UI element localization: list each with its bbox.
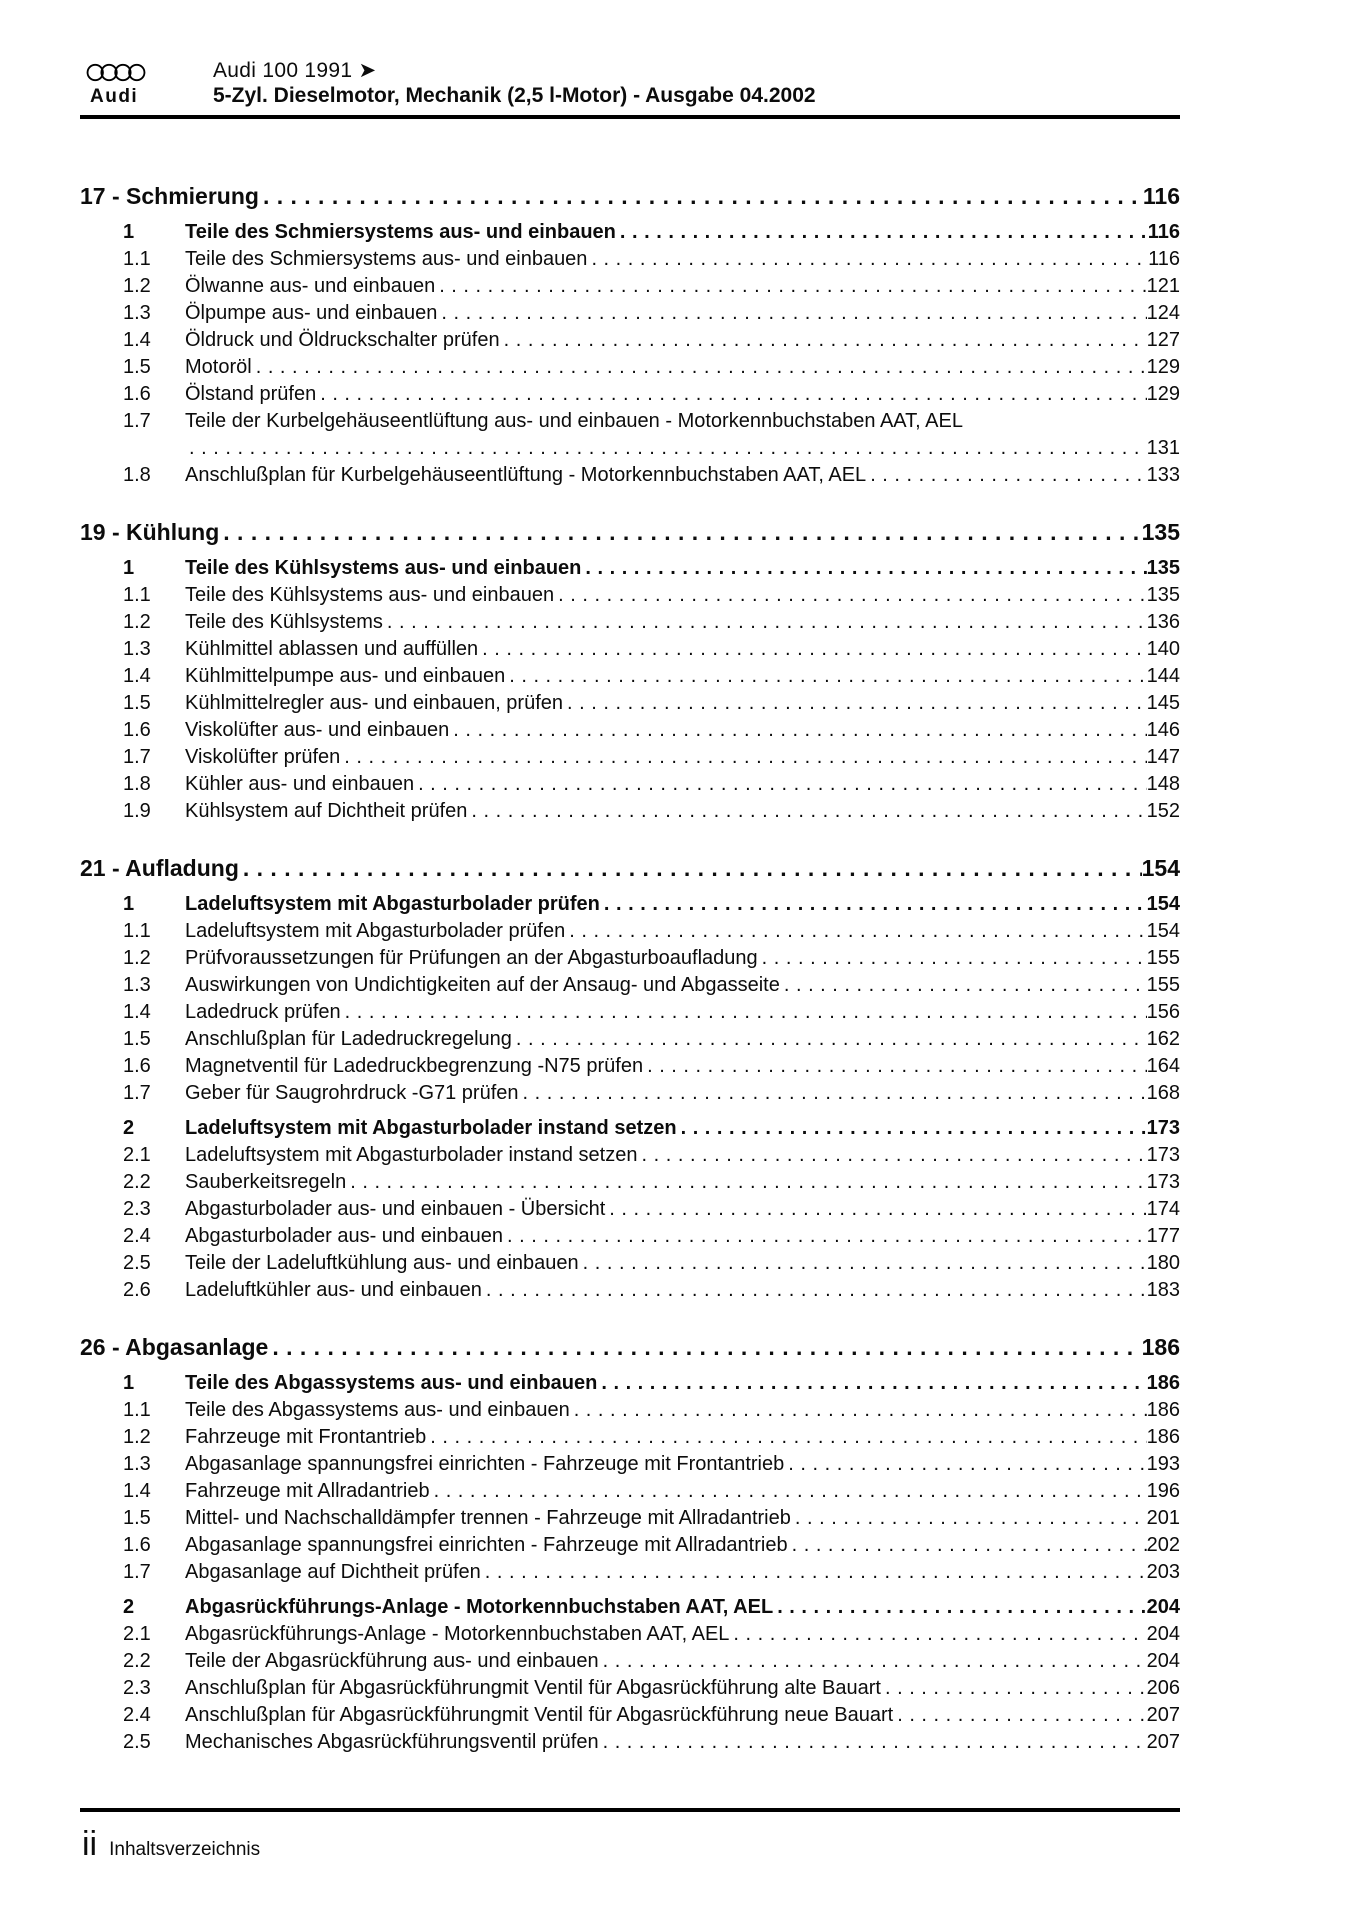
- leader-dots: [346, 1169, 1146, 1196]
- entry-title: Teile der Kurbelgehäuseentlüftung aus- und einbauen - Motorkennbuchstaben AAT, AEL: [185, 410, 963, 432]
- entry-number: 2.1: [123, 1623, 151, 1645]
- leader-dots: [252, 354, 1147, 381]
- toc-entry: [80, 1277, 1180, 1304]
- toc-section: [80, 853, 1180, 1304]
- entry-number: 1.2: [123, 1426, 151, 1448]
- entry-page-number: 129: [1146, 383, 1180, 405]
- toc-section: [80, 181, 1180, 489]
- entry-number: 2: [123, 1117, 135, 1139]
- entry-number: 2.5: [123, 1731, 151, 1753]
- section-title: 17 - Schmierung: [80, 183, 259, 209]
- entry-number: 1.3: [123, 974, 151, 996]
- toc-section-header: [80, 853, 1180, 883]
- entry-title: Auswirkungen von Undichtigkeiten auf der Ansaug- und Abgasseite: [185, 974, 780, 996]
- entry-page-number: 131: [1146, 437, 1180, 459]
- entry-number: 1.7: [123, 746, 151, 768]
- entry-page-number: 173: [1146, 1117, 1180, 1139]
- entry-number: 2.1: [123, 1144, 151, 1166]
- entry-page-number: 164: [1146, 1055, 1180, 1077]
- toc-entry: [80, 609, 1180, 636]
- entry-page-number: 135: [1146, 584, 1180, 606]
- entry-number: 1.1: [123, 584, 151, 606]
- entry-number: 1.2: [123, 611, 151, 633]
- toc-entry: [80, 300, 1180, 327]
- entry-page-number: 148: [1146, 773, 1180, 795]
- entry-title: Fahrzeuge mit Allradantrieb: [185, 1480, 430, 1502]
- leader-dots: [599, 1729, 1147, 1756]
- toc-entry: [80, 1142, 1180, 1169]
- entry-number: 1: [123, 893, 135, 915]
- leader-dots: [784, 1451, 1146, 1478]
- entry-title: Anschlußplan für Abgasrückführungmit Ventil für Abgasrückführung alte Bauart: [185, 1677, 881, 1699]
- entry-title: Abgasanlage spannungsfrei einrichten - Fahrzeuge mit Allradantrieb: [185, 1534, 788, 1556]
- entry-number: 1.6: [123, 1534, 151, 1556]
- leader-dots: [449, 717, 1146, 744]
- entry-title: Anschlußplan für Kurbelgehäuseentlüftung - Motorkennbuchstaben AAT, AEL: [185, 464, 867, 486]
- toc-entry: [80, 1621, 1180, 1648]
- entry-title: Kühlsystem auf Dichtheit prüfen: [185, 800, 468, 822]
- entry-page-number: 183: [1146, 1279, 1180, 1301]
- entry-number: 2.6: [123, 1279, 151, 1301]
- toc-entry: [80, 918, 1180, 945]
- entry-page-number: 201: [1146, 1507, 1180, 1529]
- entry-page-number: 186: [1146, 1399, 1180, 1421]
- entry-page-number: 129: [1146, 356, 1180, 378]
- toc-entry: [80, 1451, 1180, 1478]
- leader-dots: [579, 1250, 1147, 1277]
- toc-entry: [80, 1424, 1180, 1451]
- entry-page-number: 124: [1146, 302, 1180, 324]
- toc-entry: [80, 219, 1180, 246]
- entry-page-number: 204: [1146, 1650, 1180, 1672]
- toc-section-header: [80, 517, 1180, 547]
- entry-title: Abgasrückführungs-Anlage - Motorkennbuchstaben AAT, AEL: [185, 1596, 774, 1618]
- leader-dots: [597, 1370, 1146, 1397]
- toc-entry: [80, 1532, 1180, 1559]
- entry-title: Mechanisches Abgasrückführungsventil prüfen: [185, 1731, 599, 1753]
- toc-entry: [80, 1594, 1180, 1621]
- leader-dots: [780, 972, 1147, 999]
- entry-title: Viskolüfter aus- und einbauen: [185, 719, 450, 741]
- entry-title: Teile des Abgassystems aus- und einbauen: [185, 1372, 598, 1394]
- entry-page-number: 207: [1146, 1704, 1180, 1726]
- entry-page-number: 147: [1146, 746, 1180, 768]
- entry-page-number: 204: [1146, 1596, 1180, 1618]
- toc-entry: [80, 1702, 1180, 1729]
- entry-title: Abgasturbolader aus- und einbauen: [185, 1225, 504, 1247]
- entry-page-number: 177: [1146, 1225, 1180, 1247]
- entry-number: 1.8: [123, 773, 151, 795]
- leader-dots: [268, 1332, 1141, 1362]
- leader-dots: [512, 1026, 1147, 1053]
- leader-dots: [570, 1397, 1147, 1424]
- page-number: ii: [82, 1825, 98, 1863]
- toc: [80, 119, 1180, 1756]
- section-title: 26 - Abgasanlage: [80, 1334, 269, 1360]
- section-page-number: 154: [1141, 855, 1180, 881]
- leader-dots: [791, 1505, 1147, 1532]
- entry-title: Sauberkeitsregeln: [185, 1171, 347, 1193]
- entry-title: Teile des Kühlsystems aus- und einbauen: [185, 557, 582, 579]
- leader-dots: [519, 1080, 1147, 1107]
- leader-dots: [893, 1702, 1146, 1729]
- footer-label: Inhaltsverzeichnis: [109, 1839, 261, 1860]
- toc-entry: [80, 246, 1180, 273]
- leader-dots: [414, 771, 1147, 798]
- entry-title: Motoröl: [185, 356, 252, 378]
- entry-title: Ladedruck prüfen: [185, 1001, 341, 1023]
- toc-entry: [80, 1169, 1180, 1196]
- entry-page-number: 207: [1146, 1731, 1180, 1753]
- entry-number: 1.5: [123, 692, 151, 714]
- audi-wordmark-icon: Audi: [90, 86, 139, 107]
- entry-page-number: 206: [1146, 1677, 1180, 1699]
- entry-number: 1: [123, 557, 135, 579]
- leader-dots: [478, 636, 1146, 663]
- toc-entry: [80, 408, 1180, 462]
- entry-title: Teile der Ladeluftkühlung aus- und einbauen: [185, 1252, 579, 1274]
- section-page-number: 135: [1141, 519, 1180, 545]
- section-title: 21 - Aufladung: [80, 855, 239, 881]
- entry-number: 1.3: [123, 1453, 151, 1475]
- toc-entry: [80, 972, 1180, 999]
- entry-page-number: 121: [1146, 275, 1180, 297]
- leader-dots: [587, 246, 1148, 273]
- entry-page-number: 173: [1146, 1171, 1180, 1193]
- leader-dots: [581, 555, 1146, 582]
- toc-entry: [80, 273, 1180, 300]
- leader-dots: [616, 219, 1148, 246]
- leader-dots: [605, 1196, 1146, 1223]
- entry-leader-line: [185, 435, 1180, 462]
- entry-number: 1.5: [123, 1028, 151, 1050]
- toc-entry: [80, 744, 1180, 771]
- leader-dots: [340, 744, 1146, 771]
- entry-number: 1.3: [123, 302, 151, 324]
- toc-entry: [80, 1729, 1180, 1756]
- entry-number: 1.9: [123, 800, 151, 822]
- toc-entry: [80, 462, 1180, 489]
- entry-page-number: 116: [1147, 221, 1180, 243]
- entry-page-number: 152: [1146, 800, 1180, 822]
- entry-page-number: 133: [1146, 464, 1180, 486]
- entry-page-number: 203: [1146, 1561, 1180, 1583]
- entry-title: Ladeluftsystem mit Abgasturbolader instand setzen: [185, 1117, 677, 1139]
- toc-entry: [80, 381, 1180, 408]
- entry-page-number: 155: [1146, 974, 1180, 996]
- toc-entry: [80, 1250, 1180, 1277]
- toc-entry: [80, 1559, 1180, 1586]
- entry-number: 1.7: [123, 1082, 151, 1104]
- entry-number: 1: [123, 221, 135, 243]
- leader-dots: [259, 181, 1143, 211]
- leader-dots: [554, 582, 1147, 609]
- leader-dots: [565, 918, 1146, 945]
- leader-dots: [729, 1621, 1146, 1648]
- entry-title: Abgasrückführungs-Anlage - Motorkennbuchstaben AAT, AEL: [185, 1623, 730, 1645]
- model-line: Audi 100 1991 ➤: [213, 59, 377, 82]
- leader-dots: [467, 798, 1146, 825]
- leader-dots: [773, 1594, 1146, 1621]
- toc-entry: [80, 1080, 1180, 1107]
- entry-number: 1: [123, 1372, 135, 1394]
- entry-title: Abgasanlage spannungsfrei einrichten - Fahrzeuge mit Frontantrieb: [185, 1453, 785, 1475]
- leader-dots: [788, 1532, 1147, 1559]
- page-header: [80, 58, 1180, 108]
- entry-page-number: 135: [1146, 557, 1180, 579]
- toc-entry: [80, 1648, 1180, 1675]
- entry-title: Mittel- und Nachschalldämpfer trennen - Fahrzeuge mit Allradantrieb: [185, 1507, 791, 1529]
- entry-number: 1.1: [123, 248, 151, 270]
- entry-number: 2.2: [123, 1171, 151, 1193]
- entry-page-number: 186: [1146, 1426, 1180, 1448]
- entry-number: 1.4: [123, 665, 151, 687]
- toc-entry: [80, 1053, 1180, 1080]
- entry-page-number: 162: [1146, 1028, 1180, 1050]
- entry-page-number: 146: [1146, 719, 1180, 741]
- entry-number: 1.3: [123, 638, 151, 660]
- toc-entry: [80, 1370, 1180, 1397]
- leader-dots: [643, 1053, 1147, 1080]
- toc-entry: [80, 771, 1180, 798]
- entry-number: 1.2: [123, 947, 151, 969]
- toc-entry: [80, 945, 1180, 972]
- entry-title: Teile des Schmiersystems aus- und einbauen: [185, 248, 588, 270]
- entry-number: 1.1: [123, 920, 151, 942]
- entry-page-number: 173: [1146, 1144, 1180, 1166]
- entry-title: Teile der Abgasrückführung aus- und einbauen: [185, 1650, 599, 1672]
- toc-entry: [80, 690, 1180, 717]
- entry-number: 2: [123, 1596, 135, 1618]
- toc-entry: [80, 999, 1180, 1026]
- entry-page-number: 127: [1146, 329, 1180, 351]
- entry-title: Magnetventil für Ladedruckbegrenzung -N75 prüfen: [185, 1055, 644, 1077]
- footer-divider: [80, 1808, 1180, 1812]
- entry-title: Abgasanlage auf Dichtheit prüfen: [185, 1561, 481, 1583]
- toc-entry: [80, 1397, 1180, 1424]
- leader-dots: [185, 435, 1147, 462]
- entry-number: 1.5: [123, 356, 151, 378]
- leader-dots: [482, 1277, 1147, 1304]
- page-footer: [80, 1808, 1180, 1864]
- entry-title: Öldruck und Öldruckschalter prüfen: [185, 329, 500, 351]
- toc-entry: [80, 1223, 1180, 1250]
- leader-dots: [239, 853, 1142, 883]
- toc-entry: [80, 327, 1180, 354]
- toc-section-header: [80, 181, 1180, 211]
- entry-title: Kühlmittelregler aus- und einbauen, prüfen: [185, 692, 564, 714]
- toc-entry: [80, 1675, 1180, 1702]
- leader-dots: [426, 1424, 1146, 1451]
- leader-dots: [435, 273, 1146, 300]
- entry-page-number: 193: [1146, 1453, 1180, 1475]
- entry-number: 2.5: [123, 1252, 151, 1274]
- leader-dots: [758, 945, 1147, 972]
- toc-entry: [80, 582, 1180, 609]
- entry-number: 2.3: [123, 1198, 151, 1220]
- entry-title-block: [185, 408, 1180, 462]
- title-line: 5-Zyl. Dieselmotor, Mechanik (2,5 l-Motor) - Ausgabe 04.2002: [213, 84, 816, 107]
- leader-dots: [430, 1478, 1147, 1505]
- entry-title: Ölpumpe aus- und einbauen: [185, 302, 438, 324]
- entry-number: 1.8: [123, 464, 151, 486]
- entry-number: 1.6: [123, 719, 151, 741]
- toc-entry: [80, 1196, 1180, 1223]
- entry-title: Abgasturbolader aus- und einbauen - Übersicht: [185, 1198, 606, 1220]
- entry-number: 1.7: [123, 410, 151, 432]
- entry-title: Ladeluftsystem mit Abgasturbolader instand setzen: [185, 1144, 638, 1166]
- entry-number: 1.4: [123, 1001, 151, 1023]
- entry-page-number: 154: [1146, 920, 1180, 942]
- entry-page-number: 180: [1146, 1252, 1180, 1274]
- entry-title: Ölstand prüfen: [185, 383, 317, 405]
- entry-number: 1.5: [123, 1507, 151, 1529]
- entry-title: Teile des Kühlsystems aus- und einbauen: [185, 584, 555, 606]
- toc-entry: [80, 663, 1180, 690]
- entry-number: 1.7: [123, 1561, 151, 1583]
- entry-title: Teile des Schmiersystems aus- und einbauen: [185, 221, 616, 243]
- toc-section: [80, 517, 1180, 825]
- toc-section-header: [80, 1332, 1180, 1362]
- section-page-number: 116: [1142, 183, 1180, 209]
- entry-page-number: 196: [1146, 1480, 1180, 1502]
- entry-title: Ölwanne aus- und einbauen: [185, 275, 436, 297]
- entry-number: 1.6: [123, 383, 151, 405]
- entry-page-number: 116: [1148, 248, 1180, 270]
- entry-number: 2.3: [123, 1677, 151, 1699]
- entry-page-number: 168: [1146, 1082, 1180, 1104]
- leader-dots: [500, 327, 1147, 354]
- toc-entry: [80, 717, 1180, 744]
- section-page-number: 186: [1141, 1334, 1180, 1360]
- toc-entry: [80, 1115, 1180, 1142]
- entry-number: 2.4: [123, 1704, 151, 1726]
- entry-title: Kühlmittel ablassen und auffüllen: [185, 638, 479, 660]
- entry-page-number: 140: [1146, 638, 1180, 660]
- entry-number: 2.2: [123, 1650, 151, 1672]
- leader-dots: [219, 517, 1141, 547]
- toc-entry: [80, 1505, 1180, 1532]
- entry-page-number: 144: [1146, 665, 1180, 687]
- entry-title: Anschlußplan für Ladedruckregelung: [185, 1028, 512, 1050]
- entry-number: 1.4: [123, 329, 151, 351]
- entry-title: Ladeluftkühler aus- und einbauen: [185, 1279, 482, 1301]
- entry-page-number: 154: [1146, 893, 1180, 915]
- entry-page-number: 136: [1146, 611, 1180, 633]
- toc-entry: [80, 636, 1180, 663]
- entry-title: Fahrzeuge mit Frontantrieb: [185, 1426, 427, 1448]
- entry-number: 1.1: [123, 1399, 151, 1421]
- leader-dots: [866, 462, 1146, 489]
- entry-title: Prüfvoraussetzungen für Prüfungen an der Abgasturboaufladung: [185, 947, 758, 969]
- entry-page-number: 202: [1146, 1534, 1180, 1556]
- leader-dots: [599, 1648, 1147, 1675]
- section-title: 19 - Kühlung: [80, 519, 220, 545]
- entry-page-number: 155: [1146, 947, 1180, 969]
- toc-entry: [80, 555, 1180, 582]
- toc-entry: [80, 354, 1180, 381]
- audi-rings-icon: [80, 62, 213, 83]
- toc-entry: [80, 1026, 1180, 1053]
- toc-section: [80, 1332, 1180, 1756]
- entry-title: Kühlmittelpumpe aus- und einbauen: [185, 665, 506, 687]
- leader-dots: [481, 1559, 1147, 1586]
- entry-title: Geber für Saugrohrdruck -G71 prüfen: [185, 1082, 519, 1104]
- entry-title: Teile des Abgassystems aus- und einbauen: [185, 1399, 570, 1421]
- entry-number: 1.4: [123, 1480, 151, 1502]
- leader-dots: [677, 1115, 1147, 1142]
- leader-dots: [503, 1223, 1147, 1250]
- entry-page-number: 145: [1146, 692, 1180, 714]
- entry-title: Teile des Kühlsystems: [185, 611, 383, 633]
- toc-entry: [80, 1478, 1180, 1505]
- entry-title: Ladeluftsystem mit Abgasturbolader prüfen: [185, 893, 600, 915]
- toc-entry: [80, 798, 1180, 825]
- entry-title: Kühler aus- und einbauen: [185, 773, 415, 795]
- entry-page-number: 174: [1146, 1198, 1180, 1220]
- leader-dots: [505, 663, 1146, 690]
- leader-dots: [637, 1142, 1146, 1169]
- leader-dots: [600, 891, 1147, 918]
- leader-dots: [341, 999, 1147, 1026]
- leader-dots: [437, 300, 1146, 327]
- leader-dots: [316, 381, 1146, 408]
- entry-title: Ladeluftsystem mit Abgasturbolader prüfen: [185, 920, 566, 942]
- toc-entry: [80, 891, 1180, 918]
- entry-number: 1.6: [123, 1055, 151, 1077]
- entry-title: Viskolüfter prüfen: [185, 746, 341, 768]
- entry-page-number: 186: [1146, 1372, 1180, 1394]
- entry-page-number: 204: [1146, 1623, 1180, 1645]
- entry-page-number: 156: [1146, 1001, 1180, 1023]
- leader-dots: [383, 609, 1147, 636]
- leader-dots: [881, 1675, 1147, 1702]
- entry-title: Anschlußplan für Abgasrückführungmit Ventil für Abgasrückführung neue Bauart: [185, 1704, 894, 1726]
- entry-number: 2.4: [123, 1225, 151, 1247]
- leader-dots: [563, 690, 1147, 717]
- entry-number: 1.2: [123, 275, 151, 297]
